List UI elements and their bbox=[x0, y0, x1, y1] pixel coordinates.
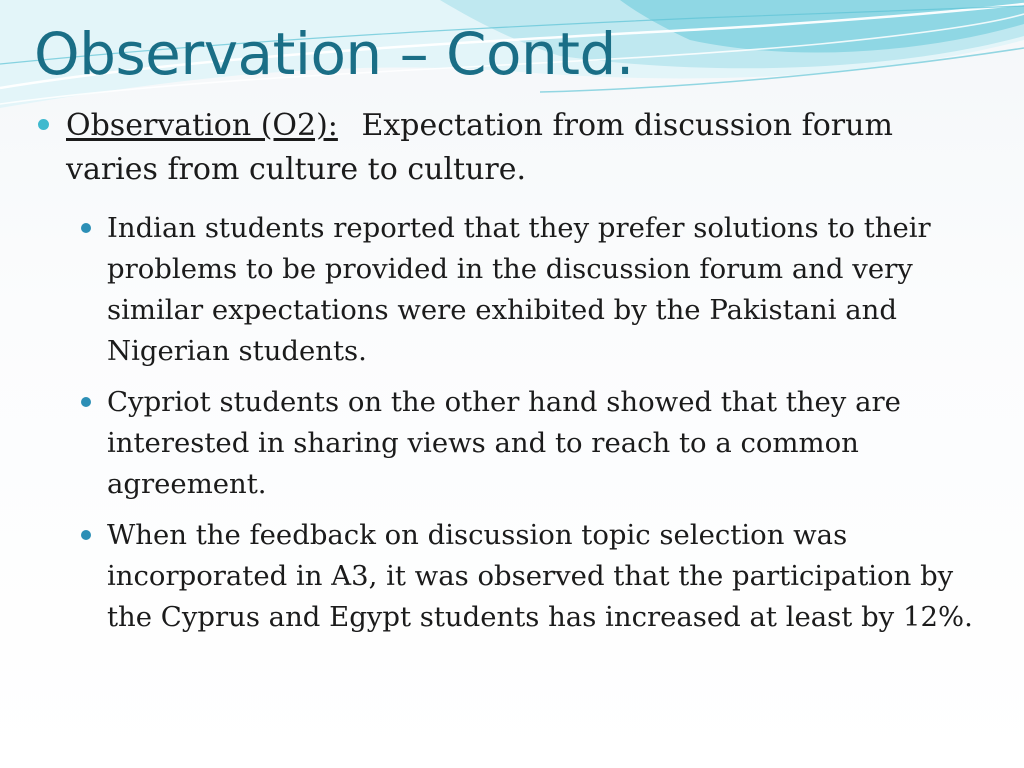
sub-point bbox=[36, 208, 986, 372]
sub-point-text: When the feedback on discussion topic selection was incorporated in A3, it was observed that the participation by the Cyprus and Egypt students has increased at least by 12%. bbox=[107, 519, 973, 633]
bullet-icon bbox=[81, 397, 91, 407]
sub-point bbox=[36, 515, 986, 638]
main-point-text: Expectation from discussion forum varies from culture to culture. bbox=[66, 108, 893, 187]
main-point bbox=[36, 104, 986, 192]
sub-point bbox=[36, 382, 986, 505]
slide-body bbox=[36, 104, 986, 648]
bullet-icon bbox=[81, 223, 91, 233]
main-point-label: Observation (O2): bbox=[66, 108, 338, 143]
bullet-icon bbox=[38, 119, 49, 130]
bullet-icon bbox=[81, 530, 91, 540]
sub-point-text: Cypriot students on the other hand showed that they are interested in sharing views and to reach to a common agreement. bbox=[107, 386, 901, 500]
slide-title: Observation – Contd. bbox=[34, 20, 634, 88]
sub-point-text: Indian students reported that they prefer solutions to their problems to be provided in the discussion forum and very similar expectations were exhibited by the Pakistani and Nigerian students. bbox=[107, 212, 931, 367]
